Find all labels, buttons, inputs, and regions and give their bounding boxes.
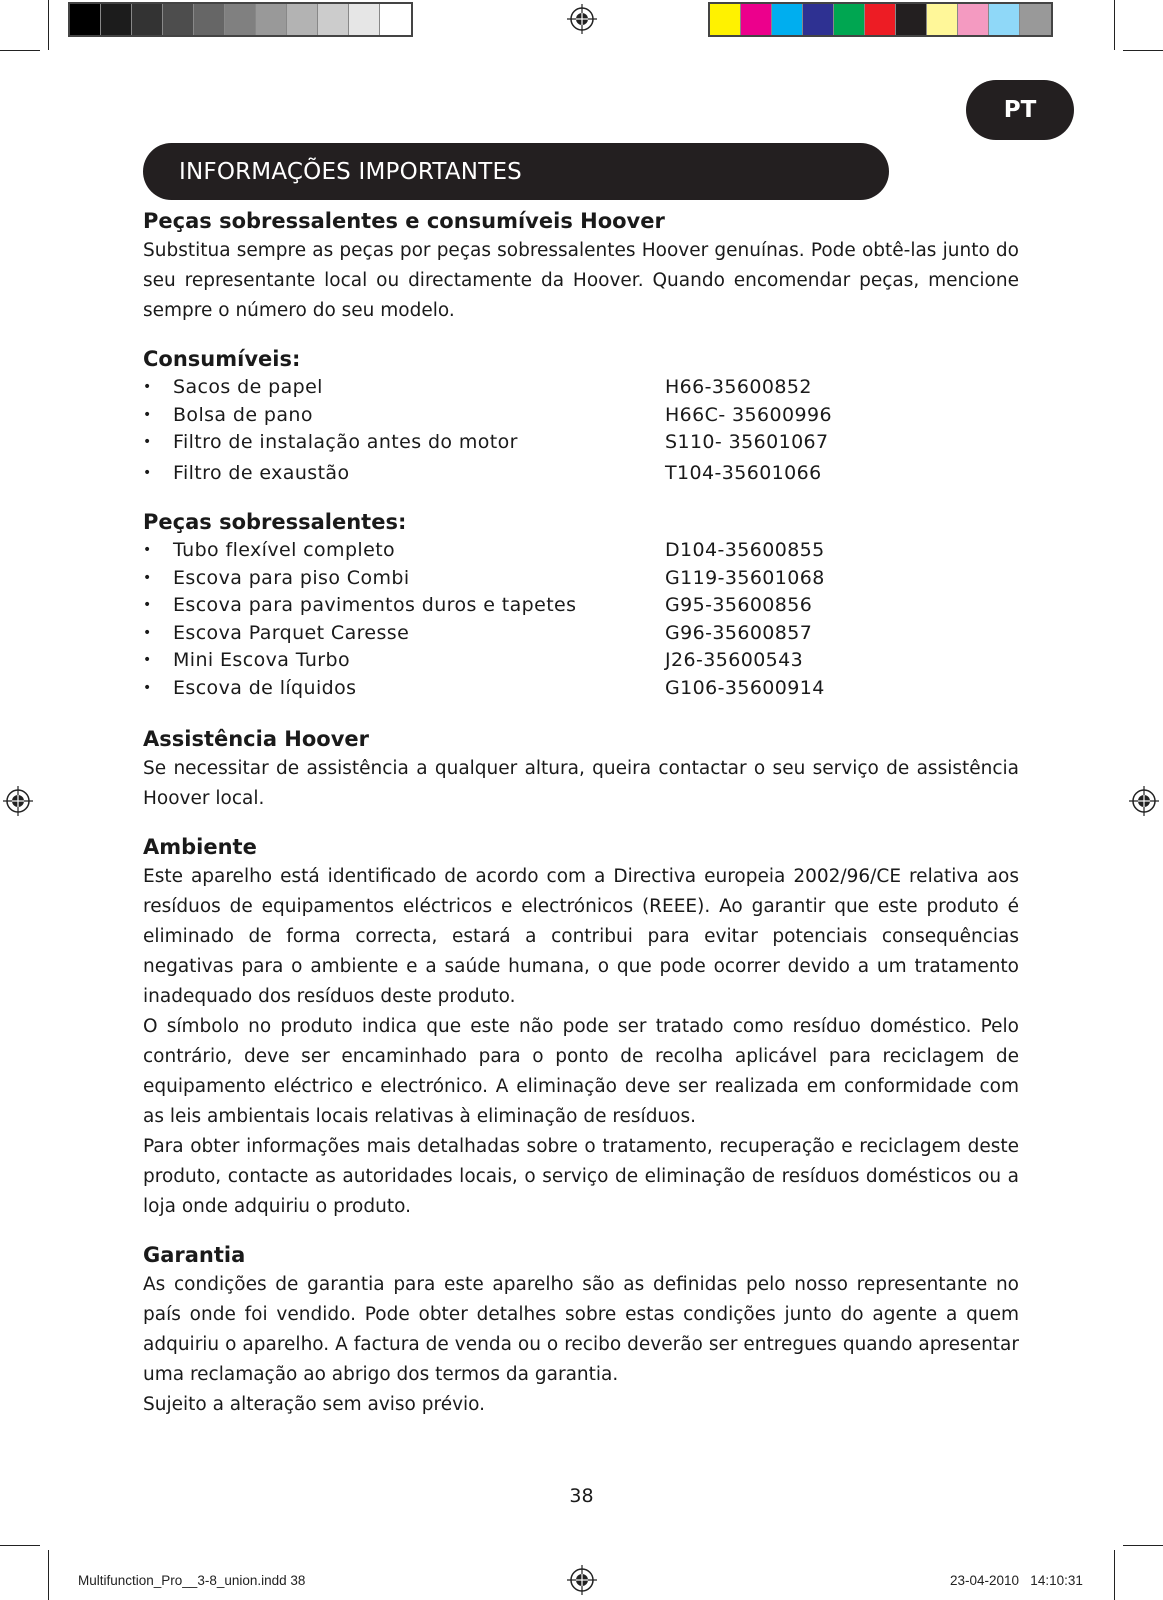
environment-heading: Ambiente — [143, 835, 257, 859]
registration-mark-icon — [567, 1565, 597, 1595]
crop-mark — [48, 0, 49, 50]
crop-mark — [48, 1550, 49, 1600]
part-name: Sacos de papel — [173, 376, 323, 398]
color-bar — [708, 2, 1053, 37]
service-heading: Assistência Hoover — [143, 727, 370, 751]
part-code: S110- 35601067 — [665, 431, 829, 453]
bullet-icon: • — [143, 434, 152, 450]
registration-mark-icon — [567, 4, 597, 34]
color-swatch — [710, 4, 741, 35]
environment-text-2: O símbolo no produto indica que este não pode ser tratado como resíduo doméstico. Pelo contrário, deve ser encaminhado para o ponto de recolha aplicável para reciclagem de equipamento eléctrico e electrónico. A eliminação deve ser realizada em conformidade com as leis ambientais locais relativas à eliminação de resíduos. — [143, 1016, 1019, 1127]
warranty-heading: Garantia — [143, 1243, 246, 1267]
spare-parts-list — [143, 537, 1019, 702]
environment-text-3: Para obter informações mais detalhadas sobre o tratamento, recuperação e reciclagem deste produto, contacte as autoridades locais, o serviço de eliminação de resíduos domésticos ou a loja onde adquiriu o produto. — [143, 1136, 1019, 1217]
slug-timestamp: 23-04-2010 14:10:31 — [950, 1573, 1083, 1588]
crop-mark — [1114, 1550, 1115, 1600]
crop-mark — [1114, 0, 1115, 50]
part-code: H66C- 35600996 — [665, 403, 832, 426]
list-item — [143, 592, 1019, 620]
list-item — [143, 647, 1019, 675]
part-name: Filtro de exaustão — [173, 461, 350, 484]
list-item — [143, 675, 1019, 703]
crop-mark — [0, 50, 40, 51]
bullet-icon: • — [143, 379, 152, 395]
part-code: G95-35600856 — [665, 594, 813, 616]
part-code: D104-35600855 — [665, 539, 825, 561]
spare-parts-heading: Peças sobressalentes: — [143, 510, 407, 534]
color-swatch — [287, 4, 318, 35]
part-name: Tubo flexível completo — [173, 539, 396, 561]
color-swatch — [380, 4, 411, 35]
color-swatch — [741, 4, 772, 35]
color-swatch — [927, 4, 958, 35]
bullet-icon: • — [143, 679, 152, 696]
part-code: G106-35600914 — [665, 676, 825, 699]
main-content — [143, 206, 1019, 1420]
color-swatch — [834, 4, 865, 35]
color-swatch — [958, 4, 989, 35]
list-item — [143, 429, 1019, 457]
color-swatch — [194, 4, 225, 35]
list-item — [143, 402, 1019, 430]
section-title: INFORMAÇÕES IMPORTANTES — [143, 143, 889, 200]
bullet-icon: • — [143, 597, 152, 613]
bullet-icon: • — [143, 464, 152, 481]
color-swatch — [318, 4, 349, 35]
part-code: G96-35600857 — [665, 621, 813, 644]
registration-mark-icon — [1129, 786, 1159, 816]
part-code: T104-35601066 — [665, 461, 822, 484]
warranty-text-2: Sujeito a alteração sem aviso prévio. — [143, 1394, 486, 1415]
bullet-icon: • — [143, 542, 152, 558]
crop-mark — [1123, 50, 1163, 51]
slug-filename: Multifunction_Pro__3-8_union.indd 38 — [78, 1573, 306, 1588]
color-swatch — [896, 4, 927, 35]
bullet-icon: • — [143, 406, 152, 423]
part-name: Filtro de instalação antes do motor — [173, 431, 518, 453]
part-name: Mini Escova Turbo — [173, 649, 350, 671]
list-item — [143, 620, 1019, 648]
part-name: Escova para pavimentos duros e tapetes — [173, 594, 577, 616]
part-code: G119-35601068 — [665, 566, 825, 589]
part-name: Escova de líquidos — [173, 676, 357, 699]
color-swatch — [256, 4, 287, 35]
service-text: Se necessitar de assistência a qualquer altura, queira contactar o seu serviço de assistência Hoover local. — [143, 758, 1019, 809]
color-swatch — [1020, 4, 1051, 35]
part-name: Escova para piso Combi — [173, 566, 410, 589]
list-item — [143, 460, 1019, 488]
part-name: Bolsa de pano — [173, 403, 313, 426]
color-swatch — [772, 4, 803, 35]
color-swatch — [989, 4, 1020, 35]
bullet-icon: • — [143, 569, 152, 586]
color-swatch — [163, 4, 194, 35]
color-swatch — [101, 4, 132, 35]
crop-mark — [1123, 1545, 1163, 1546]
bullet-icon: • — [143, 624, 152, 641]
consumables-heading: Consumíveis: — [143, 347, 301, 371]
registration-mark-icon — [3, 786, 33, 816]
consumables-list — [143, 374, 1019, 487]
grayscale-bar — [68, 2, 413, 37]
part-code: J26-35600543 — [665, 649, 804, 671]
spares-intro-heading: Peças sobressalentes e consumíveis Hoover — [143, 209, 665, 233]
warranty-text-1: As condições de garantia para este aparelho são as definidas pelo nosso representante no país onde foi vendido. Pode obter detalhes sobre estas condições junto do agente a quem adquiriu o aparelho. A factura de venda ou o recibo deverão ser entregues quando apresentar uma reclamação ao abrigo dos termos da garantia. — [143, 1274, 1019, 1385]
environment-text-1: Este aparelho está identificado de acordo com a Directiva europeia 2002/96/CE relativa aos resíduos de equipamentos eléctricos e electrónicos (REEE). Ao garantir que este produto é eliminado de forma correcta, estará a contribui para evitar potenciais consequências negativas para o ambiente e a saúde humana, o que pode ocorrer devido a um tratamento inadequado dos resíduos deste produto. — [143, 866, 1019, 1007]
color-swatch — [865, 4, 896, 35]
color-swatch — [70, 4, 101, 35]
color-swatch — [132, 4, 163, 35]
list-item — [143, 565, 1019, 593]
color-swatch — [225, 4, 256, 35]
part-code: H66-35600852 — [665, 376, 812, 398]
crop-mark — [0, 1545, 40, 1546]
list-item — [143, 537, 1019, 565]
bullet-icon: • — [143, 652, 152, 668]
color-swatch — [803, 4, 834, 35]
language-tab: PT — [966, 80, 1074, 140]
part-name: Escova Parquet Caresse — [173, 621, 410, 644]
page-number: 38 — [569, 1485, 594, 1507]
list-item — [143, 374, 1019, 402]
color-swatch — [349, 4, 380, 35]
spares-intro-text: Substitua sempre as peças por peças sobressalentes Hoover genuínas. Pode obtê-las junto do seu representante local ou directamente da Hoover. Quando encomendar peças, mencione sempre o número do seu modelo. — [143, 240, 1019, 321]
